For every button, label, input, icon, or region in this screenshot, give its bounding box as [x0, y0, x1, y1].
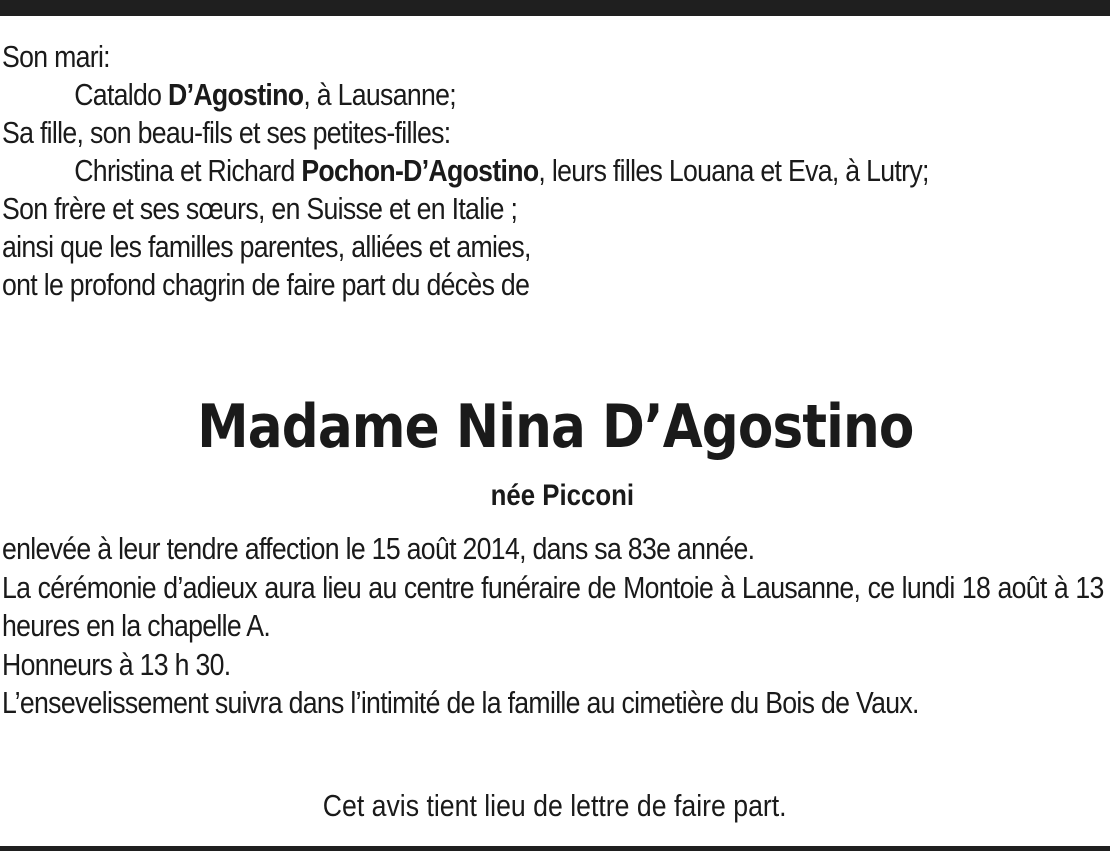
deceased-name — [0, 392, 1110, 462]
family-section — [2, 38, 1104, 304]
passing-line: enlevée à leur tendre affection le 15 août 2014, dans sa 83e année. — [2, 531, 755, 566]
husband-heading: Son mari: — [2, 39, 110, 74]
burial-paragraph: L’ensevelissement suivra dans l’intimité de la famille au cimetière du Bois de Vaux. — [2, 685, 919, 720]
top-rule — [0, 0, 1110, 16]
husband-line — [2, 76, 1104, 114]
closing-text: Cet avis tient lieu de lettre de faire part. — [323, 788, 787, 823]
announcement-line: ont le profond chagrin de faire part du décès de — [2, 267, 530, 302]
daughter-heading: Sa fille, son beau-fils et ses petites-filles: — [2, 115, 451, 150]
daughter-last-name: Pochon-D’Agostino — [301, 153, 539, 188]
siblings-line: Son frère et ses sœurs, en Suisse et en Italie ; — [2, 191, 518, 226]
daughter-rest: , leurs filles Louana et Eva, à Lutry; — [538, 153, 929, 188]
honours-line: Honneurs à 13 h 30. — [2, 646, 231, 682]
ceremony-paragraph: La cérémonie d’adieux aura lieu au centre funéraire de Montoie à Lausanne, ce lundi 18 août à 13 heures en la chapelle A. — [2, 569, 1104, 643]
daughter-line — [2, 152, 1075, 190]
maiden-name-text: née Picconi — [490, 479, 634, 512]
bottom-rule — [0, 846, 1110, 851]
daughter-first-names: Christina et Richard — [74, 153, 302, 188]
deceased-name-text: Madame Nina D’Agostino — [196, 392, 914, 462]
husband-first-name: Cataldo — [74, 77, 169, 112]
details-section — [2, 530, 1104, 723]
closing-line — [0, 787, 1110, 825]
husband-last-name: D’Agostino — [168, 77, 304, 112]
relatives-line: ainsi que les familles parentes, alliées et amies, — [2, 229, 531, 264]
husband-place: , à Lausanne; — [303, 77, 456, 112]
maiden-name — [0, 478, 1110, 514]
